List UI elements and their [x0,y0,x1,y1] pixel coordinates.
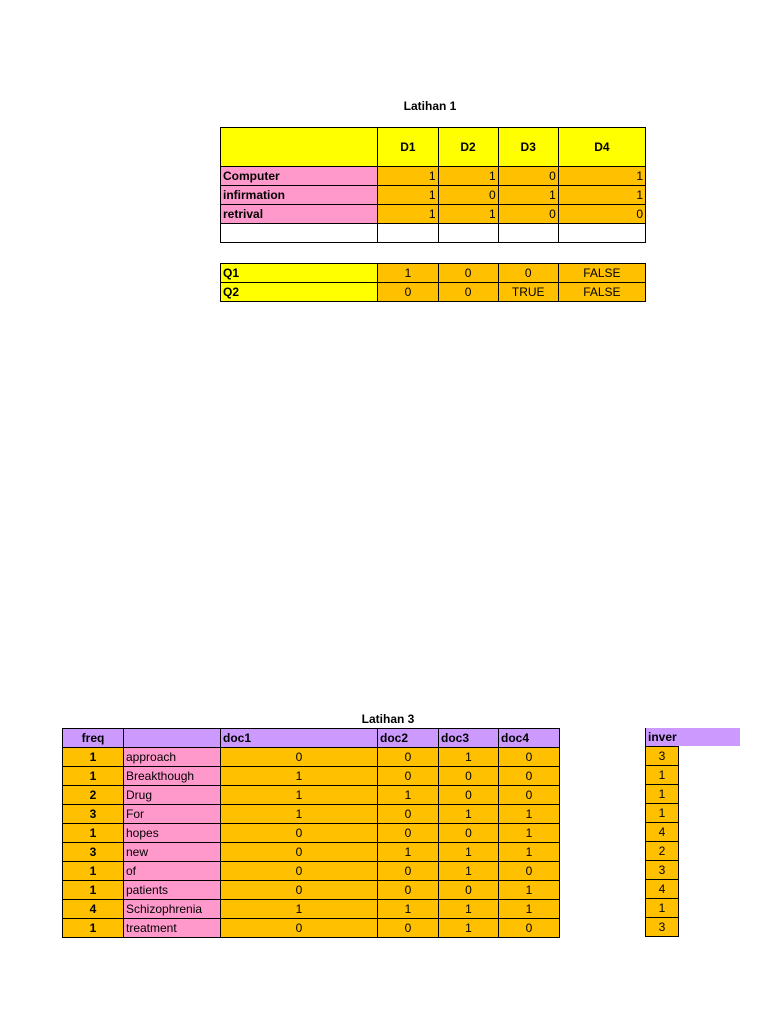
header-cell-doc4: doc4 [499,729,560,748]
value-cell: 1 [378,786,439,805]
inverse-cell: 1 [646,804,679,823]
value-cell: 1 [439,862,499,881]
table-row [221,167,646,186]
table-row [646,842,740,861]
value-cell: 0 [439,767,499,786]
empty-cell [679,861,740,880]
value-cell: 0 [221,843,378,862]
empty-cell [221,224,378,243]
header-cell-blank [124,729,221,748]
empty-cell [679,842,740,861]
table-row [221,205,646,224]
value-cell: 0 [378,881,439,900]
query-value: FALSE [558,283,645,302]
inverse-table [645,728,740,937]
value-cell: 0 [439,786,499,805]
inverse-cell: 4 [646,880,679,899]
query-value: 0 [378,283,438,302]
latihan3-title: Latihan 3 [361,712,415,726]
empty-cell [679,823,740,842]
table-row [646,918,740,937]
value-cell: 1 [499,843,560,862]
value-cell: 1 [378,167,438,186]
freq-cell: 3 [63,805,124,824]
query-label: Q2 [221,283,378,302]
value-cell: 1 [378,900,439,919]
value-cell: 1 [221,786,378,805]
empty-cell [679,918,740,937]
inverse-cell: 3 [646,861,679,880]
query-value: 0 [438,264,498,283]
table-row [63,786,560,805]
empty-cell [378,224,438,243]
table-row [646,823,740,842]
value-cell: 1 [499,900,560,919]
term-cell: infirmation [221,186,378,205]
value-cell: 0 [498,167,558,186]
value-cell: 1 [439,805,499,824]
freq-cell: 3 [63,843,124,862]
freq-cell: 1 [63,824,124,843]
empty-cell [679,880,740,899]
freq-cell: 1 [63,862,124,881]
value-cell: 0 [499,919,560,938]
inverse-cell: 3 [646,747,679,766]
term-cell: treatment [124,919,221,938]
value-cell: 0 [499,786,560,805]
table-row-empty [221,224,646,243]
value-cell: 1 [498,186,558,205]
value-cell: 0 [438,186,498,205]
value-cell: 1 [499,805,560,824]
header-cell-d4: D4 [558,128,645,167]
value-cell: 1 [221,900,378,919]
table-header-row [221,128,646,167]
table-row [63,824,560,843]
inverse-cell: 1 [646,766,679,785]
term-cell: Computer [221,167,378,186]
freq-cell: 1 [63,748,124,767]
term-cell: approach [124,748,221,767]
header-cell-d2: D2 [438,128,498,167]
table-header-row [646,728,740,747]
freq-cell: 2 [63,786,124,805]
value-cell: 0 [378,824,439,843]
table-row [646,747,740,766]
value-cell: 0 [499,862,560,881]
empty-cell [558,224,645,243]
term-cell: of [124,862,221,881]
empty-cell [679,747,740,766]
term-cell: Breakthough [124,767,221,786]
value-cell: 1 [378,843,439,862]
term-cell: new [124,843,221,862]
query-value: 1 [378,264,438,283]
value-cell: 0 [499,767,560,786]
value-cell: 1 [439,748,499,767]
inverse-cell: 1 [646,785,679,804]
value-cell: 0 [378,862,439,881]
value-cell: 1 [439,919,499,938]
table-row [63,805,560,824]
inverse-cell: 3 [646,918,679,937]
empty-cell [679,804,740,823]
value-cell: 1 [438,167,498,186]
term-cell: Schizophrenia [124,900,221,919]
table-row [63,881,560,900]
value-cell: 0 [498,205,558,224]
value-cell: 1 [439,843,499,862]
empty-cell [438,224,498,243]
value-cell: 0 [499,748,560,767]
term-cell: Drug [124,786,221,805]
freq-cell: 1 [63,919,124,938]
value-cell: 0 [439,824,499,843]
value-cell: 0 [378,919,439,938]
table-row [63,767,560,786]
table-row [646,766,740,785]
value-cell: 0 [558,205,645,224]
query-label: Q1 [221,264,378,283]
value-cell: 0 [221,824,378,843]
inverse-cell: 4 [646,823,679,842]
value-cell: 1 [378,205,438,224]
query-row [221,283,646,302]
header-cell-d1: D1 [378,128,438,167]
value-cell: 1 [439,900,499,919]
value-cell: 1 [221,805,378,824]
table-row [646,861,740,880]
value-cell: 0 [221,919,378,938]
empty-cell [679,785,740,804]
table-row [63,919,560,938]
value-cell: 0 [439,881,499,900]
header-cell-doc2: doc2 [378,729,439,748]
value-cell: 1 [499,881,560,900]
value-cell: 0 [378,805,439,824]
inverse-cell: 1 [646,899,679,918]
header-cell-inver: inver [646,728,740,747]
empty-cell [679,766,740,785]
table-row [221,186,646,205]
query-value: 0 [438,283,498,302]
value-cell: 1 [438,205,498,224]
term-cell: retrival [221,205,378,224]
query-value: 0 [498,264,558,283]
freq-cell: 4 [63,900,124,919]
value-cell: 0 [221,881,378,900]
table-row [646,880,740,899]
empty-cell [498,224,558,243]
empty-cell [679,899,740,918]
value-cell: 1 [221,767,378,786]
header-cell-d3: D3 [498,128,558,167]
query-value: FALSE [558,264,645,283]
term-cell: patients [124,881,221,900]
table-row [646,899,740,918]
term-cell: For [124,805,221,824]
table-row [646,804,740,823]
table-row [63,900,560,919]
header-cell-doc1: doc1 [221,729,378,748]
table-row [63,862,560,881]
freq-cell: 1 [63,881,124,900]
table-row [646,785,740,804]
value-cell: 0 [221,862,378,881]
value-cell: 1 [558,186,645,205]
table-row [63,843,560,862]
value-cell: 1 [558,167,645,186]
value-cell: 1 [499,824,560,843]
query-row [221,264,646,283]
term-cell: hopes [124,824,221,843]
latihan1-title: Latihan 1 [403,99,457,113]
value-cell: 0 [378,748,439,767]
inverse-cell: 2 [646,842,679,861]
latihan1-query-table [220,263,646,302]
query-value: TRUE [498,283,558,302]
header-cell-blank [221,128,378,167]
latihan3-table [62,728,560,938]
header-cell-doc3: doc3 [439,729,499,748]
latihan1-table [220,127,646,243]
freq-cell: 1 [63,767,124,786]
value-cell: 0 [221,748,378,767]
value-cell: 1 [378,186,438,205]
header-cell-freq: freq [63,729,124,748]
table-header-row [63,729,560,748]
table-row [63,748,560,767]
value-cell: 0 [378,767,439,786]
